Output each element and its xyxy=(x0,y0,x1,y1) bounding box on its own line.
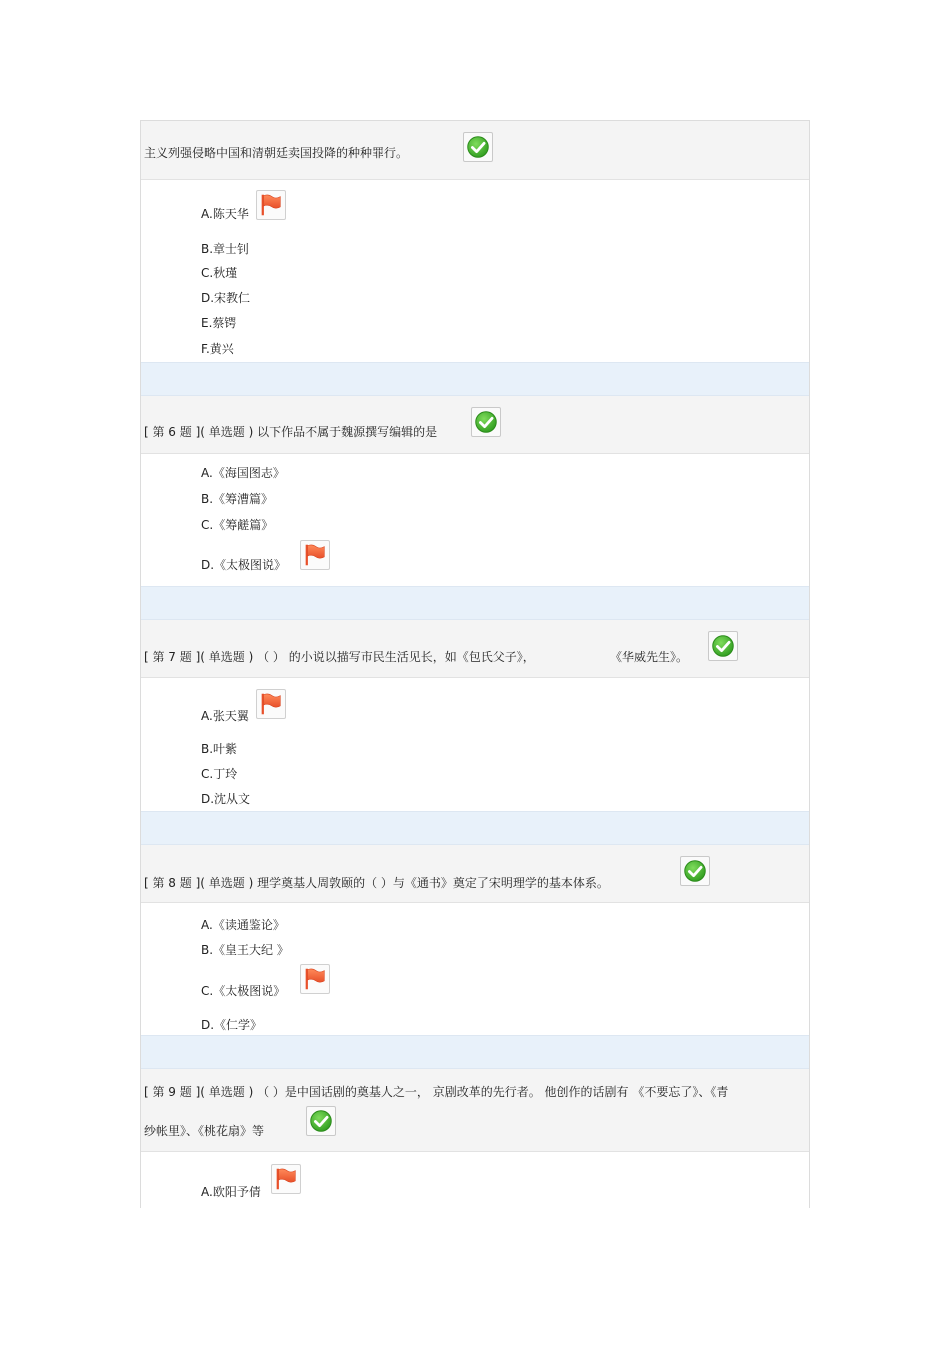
question-separator xyxy=(141,1035,809,1069)
option-d[interactable]: D.《仁学》 xyxy=(201,1018,263,1032)
option-c[interactable]: C.丁玲 xyxy=(201,767,238,781)
question-8-options xyxy=(141,903,809,1034)
correct-check-icon xyxy=(463,132,493,162)
question-7-text-tail: 《华威先生》。 xyxy=(610,650,689,664)
question-separator xyxy=(141,811,809,845)
question-5-header xyxy=(141,121,809,180)
question-separator xyxy=(141,362,809,396)
option-a[interactable]: A.《海国图志》 xyxy=(201,466,285,480)
question-9-text-line2: 纱帐里》、《桃花扇》等 xyxy=(144,1124,265,1138)
question-6-text: [ 第 6 题 ]( 单选题 ) 以下作品不属于魏源撰写编辑的是 xyxy=(144,425,438,439)
correct-check-icon xyxy=(471,407,501,437)
correct-check-icon xyxy=(708,631,738,661)
question-separator xyxy=(141,586,809,620)
question-6-options xyxy=(141,454,809,585)
option-c[interactable]: C.《筹鹾篇》 xyxy=(201,518,274,532)
question-9-header xyxy=(141,1069,809,1152)
flag-icon xyxy=(256,689,286,719)
question-8-text: [ 第 8 题 ]( 单选题 ) 理学奠基人周敦颐的（ ）与《通书》奠定了宋明理学的基本体系。 xyxy=(144,876,609,890)
option-a[interactable]: A.张天翼 xyxy=(201,709,249,723)
option-d[interactable]: D.宋教仁 xyxy=(201,291,251,305)
quiz-panel xyxy=(140,120,810,1208)
correct-check-icon xyxy=(680,856,710,886)
option-c[interactable]: C.《太极图说》 xyxy=(201,984,286,998)
option-b[interactable]: B.章士钊 xyxy=(201,242,250,256)
option-e[interactable]: E.蔡锷 xyxy=(201,316,237,330)
question-7-options xyxy=(141,678,809,810)
question-9-options xyxy=(141,1152,809,1208)
option-a[interactable]: A.欧阳予倩 xyxy=(201,1185,261,1199)
option-d[interactable]: D.《太极图说》 xyxy=(201,558,287,572)
flag-icon xyxy=(256,190,286,220)
option-b[interactable]: B.《皇王大纪 》 xyxy=(201,943,289,957)
option-f[interactable]: F.黄兴 xyxy=(201,342,234,356)
option-c[interactable]: C.秋瑾 xyxy=(201,266,238,280)
flag-icon xyxy=(300,964,330,994)
flag-icon xyxy=(271,1164,301,1194)
option-a[interactable]: A.陈天华 xyxy=(201,207,249,221)
option-b[interactable]: B.叶紫 xyxy=(201,742,238,756)
question-9-text: [ 第 9 题 ]( 单选题 ) （ ）是中国话剧的奠基人之一， 京剧改革的先行者。 他创作的话剧有 《不要忘了》、《青 xyxy=(144,1085,729,1099)
question-6-header xyxy=(141,396,809,454)
option-d[interactable]: D.沈从文 xyxy=(201,792,251,806)
question-7-text: [ 第 7 题 ]( 单选题 ) （ ） 的小说以描写市民生活见长，如《包氏父子》， xyxy=(144,650,535,664)
flag-icon xyxy=(300,540,330,570)
question-5-text: 主义列强侵略中国和清朝廷卖国投降的种种罪行。 xyxy=(144,146,409,160)
question-7-header xyxy=(141,620,809,678)
option-a[interactable]: A.《读通鉴论》 xyxy=(201,918,285,932)
question-5-options xyxy=(141,180,809,362)
correct-check-icon xyxy=(306,1106,336,1136)
question-8-header xyxy=(141,845,809,903)
option-b[interactable]: B.《筹漕篇》 xyxy=(201,492,274,506)
